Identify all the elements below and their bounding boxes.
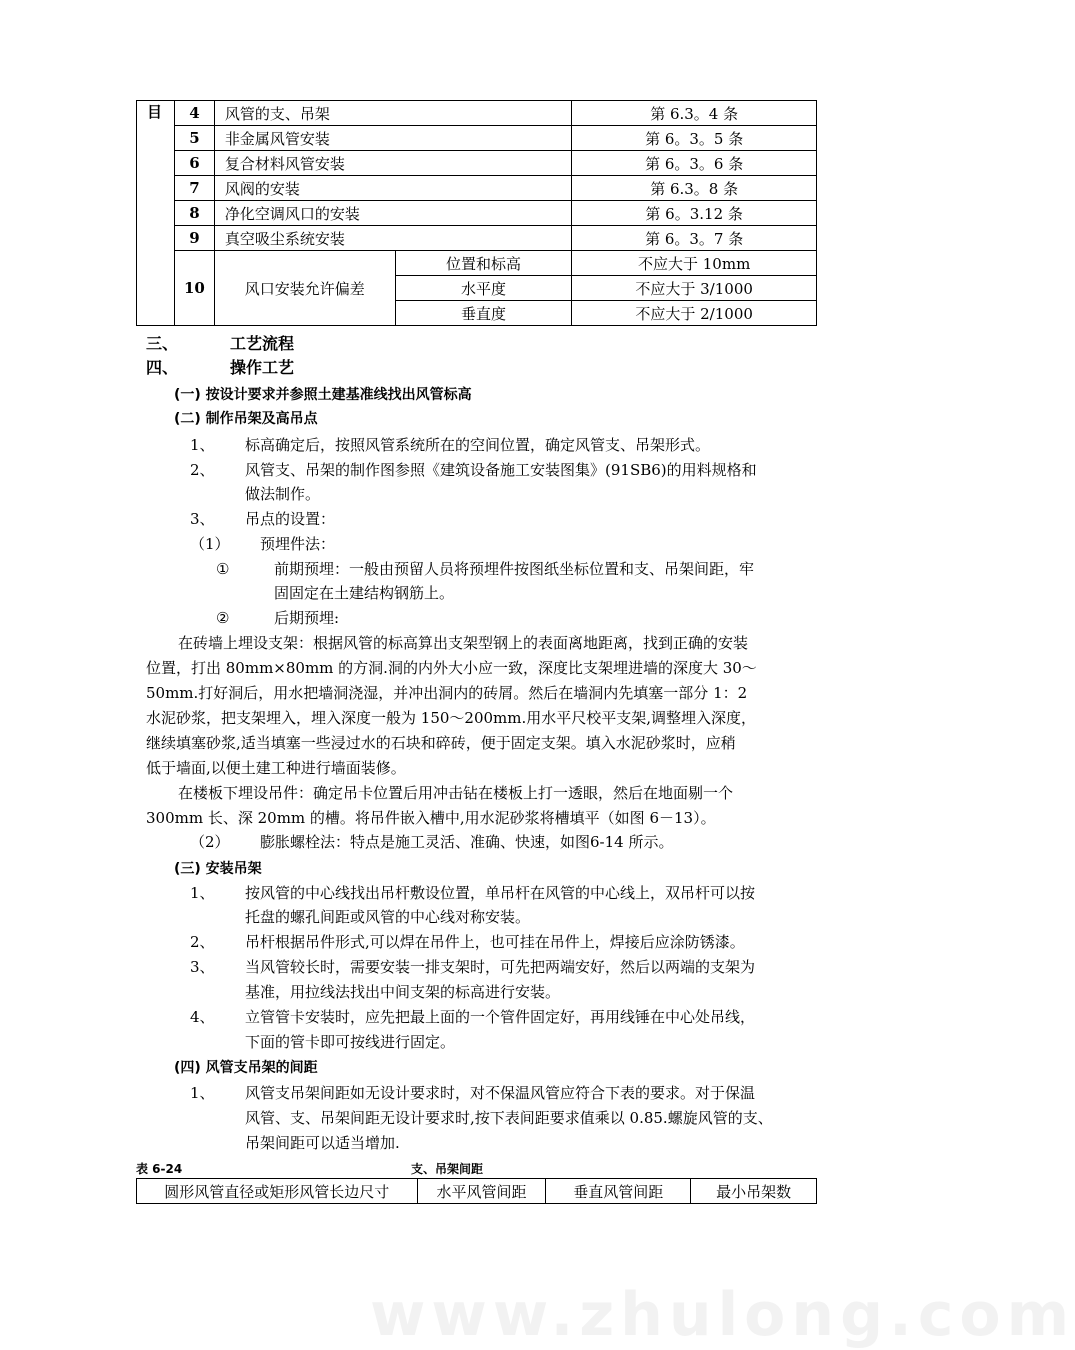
subsection-1: (一) 按设计要求并参照土建基准线找出风管标高	[174, 387, 472, 403]
row-num: 4	[174, 101, 214, 126]
item-num: 3、	[190, 510, 215, 528]
table-header: 最小吊架数	[691, 1179, 817, 1204]
item-text: 吊杆根据吊件形式,可以焊在吊件上，也可挂在吊件上，焊接后应涂防锈漆。	[245, 933, 745, 951]
table-header: 圆形风管直径或矩形风管长边尺寸	[137, 1179, 418, 1204]
row-ref: 第 6。3。7 条	[572, 226, 817, 251]
item-num: 4、	[190, 1008, 215, 1026]
paragraph-line: 低于墙面,以便土建工种进行墙面装修。	[146, 759, 406, 777]
item-num: 1、	[190, 884, 215, 902]
paragraph-line: 水泥砂浆，把支架埋入，埋入深度一般为 150～200mm.用水平尺校平支架,调整埋入深度，	[146, 709, 757, 727]
row-ref: 第 6。3。6 条	[572, 151, 817, 176]
row-num: 8	[174, 201, 214, 226]
item-text: 标高确定后，按照风管系统所在的空间位置，确定风管支、吊架形式。	[245, 436, 711, 454]
row-ref: 第 6。3.12 条	[572, 201, 817, 226]
section-4-num: 四、	[146, 358, 179, 377]
section-3-title: 工艺流程	[230, 334, 295, 353]
row-item: 复合材料风管安装	[214, 151, 571, 176]
item-num: 3、	[190, 958, 215, 976]
sub-value: 不应大于 3/1000	[572, 276, 817, 301]
row-item: 净化空调风口的安装	[214, 201, 571, 226]
item-text: 当风管较长时，需要安装一排支架时，可先把两端安好，然后以两端的支架为	[245, 958, 756, 976]
circle-text: 后期预埋:	[274, 609, 340, 627]
item-text: 按风管的中心线找出吊杆敷设位置，单吊杆在风管的中心线上，双吊杆可以按	[245, 884, 756, 902]
item-text-cont: 下面的管卡即可按线进行固定。	[245, 1033, 456, 1051]
spec-table	[136, 100, 817, 326]
circle-text-cont: 固固定在土建结构钢筋上。	[274, 584, 455, 602]
subsection-2: (二) 制作吊架及高吊点	[174, 411, 318, 427]
subsection-4: (四) 风管支吊架的间距	[174, 1060, 318, 1076]
row-item: 风口安装允许偏差	[214, 251, 395, 326]
side-label: 目	[137, 101, 175, 326]
circle-num: ①	[216, 560, 230, 578]
row-ref: 第 6。3。5 条	[572, 126, 817, 151]
item-num: 2、	[190, 933, 215, 951]
table-label: 表 6-24	[136, 1162, 183, 1176]
row-ref: 第 6.3。8 条	[572, 176, 817, 201]
table-caption: 支、吊架间距	[411, 1162, 484, 1176]
item-text: 风管支、吊架的制作图参照《建筑设备施工安装图集》(91SB6)的用料规格和	[245, 461, 757, 479]
row-num: 9	[174, 226, 214, 251]
paragraph-line: 继续填塞砂浆,适当填塞一些浸过水的石块和碎砖，便于固定支架。填入水泥砂浆时，应稍	[146, 734, 736, 752]
sub-item: 垂直度	[395, 301, 572, 326]
paren-num: （2）	[190, 833, 230, 851]
row-num: 5	[174, 126, 214, 151]
row-item: 非金属风管安装	[214, 126, 571, 151]
sub-item: 水平度	[395, 276, 572, 301]
paragraph-line: 在砖墙上埋设支架：根据风管的标高算出支架型钢上的表面离地距离，找到正确的安装	[178, 634, 749, 652]
paragraph-line: 位置，打出 80mm×80mm 的方洞.洞的内外大小应一致，深度比支架埋进墙的深度大 30～	[146, 659, 757, 677]
item-text: 立管管卡安装时，应先把最上面的一个管件固定好，再用线锤在中心处吊线，	[245, 1008, 756, 1026]
row-num: 7	[174, 176, 214, 201]
paren-text: 预埋件法：	[260, 535, 336, 553]
row-item: 真空吸尘系统安装	[214, 226, 571, 251]
circle-num: ②	[216, 609, 230, 627]
item-text-cont: 基准，用拉线法找出中间支架的标高进行安装。	[245, 983, 561, 1001]
item-text-cont: 风管、支、吊架间距无设计要求时,按下表间距要求值乘以 0.85.螺旋风管的支、	[245, 1109, 773, 1127]
watermark: www.zhulong.com	[370, 1280, 1075, 1350]
item-text: 风管支吊架间距如无设计要求时，对不保温风管应符合下表的要求。对于保温	[245, 1084, 756, 1102]
paragraph-line: 300mm 长、深 20mm 的槽。将吊件嵌入槽中,用水泥砂浆将槽填平（如图 6－13）。	[146, 809, 716, 827]
sub-value: 不应大于 2/1000	[572, 301, 817, 326]
subsection-3: (三) 安装吊架	[174, 861, 262, 877]
table-header: 水平风管间距	[417, 1179, 546, 1204]
row-item: 风阀的安装	[214, 176, 571, 201]
row-ref: 第 6.3。4 条	[572, 101, 817, 126]
item-num: 2、	[190, 461, 215, 479]
item-text-cont: 托盘的螺孔间距或风管的中心线对称安装。	[245, 908, 531, 926]
row-num: 10	[174, 251, 214, 326]
item-num: 1、	[190, 436, 215, 454]
row-num: 6	[174, 151, 214, 176]
item-text-cont: 吊架间距可以适当增加.	[245, 1134, 400, 1152]
item-text-cont: 做法制作。	[245, 485, 321, 503]
row-item: 风管的支、吊架	[214, 101, 571, 126]
paren-num: （1）	[190, 535, 230, 553]
circle-text: 前期预埋：一般由预留人员将预埋件按图纸坐标位置和支、吊架间距，牢	[274, 560, 755, 578]
sub-value: 不应大于 10mm	[572, 251, 817, 276]
paren-text: 膨胀螺栓法：特点是施工灵活、准确、快速，如图6-14 所示。	[260, 833, 674, 851]
section-4-title: 操作工艺	[230, 358, 295, 377]
section-3-num: 三、	[146, 334, 179, 353]
spacing-table	[136, 1178, 817, 1204]
table-header: 垂直风管间距	[546, 1179, 691, 1204]
paragraph-line: 50mm.打好洞后，用水把墙洞浇湿，并冲出洞内的砖屑。然后在墙洞内先填塞一部分 1：2	[146, 684, 748, 702]
item-num: 1、	[190, 1084, 215, 1102]
item-text: 吊点的设置：	[245, 510, 336, 528]
sub-item: 位置和标高	[395, 251, 572, 276]
paragraph-line: 在楼板下埋设吊件：确定吊卡位置后用冲击钻在楼板上打一透眼，然后在地面剔一个	[178, 784, 734, 802]
